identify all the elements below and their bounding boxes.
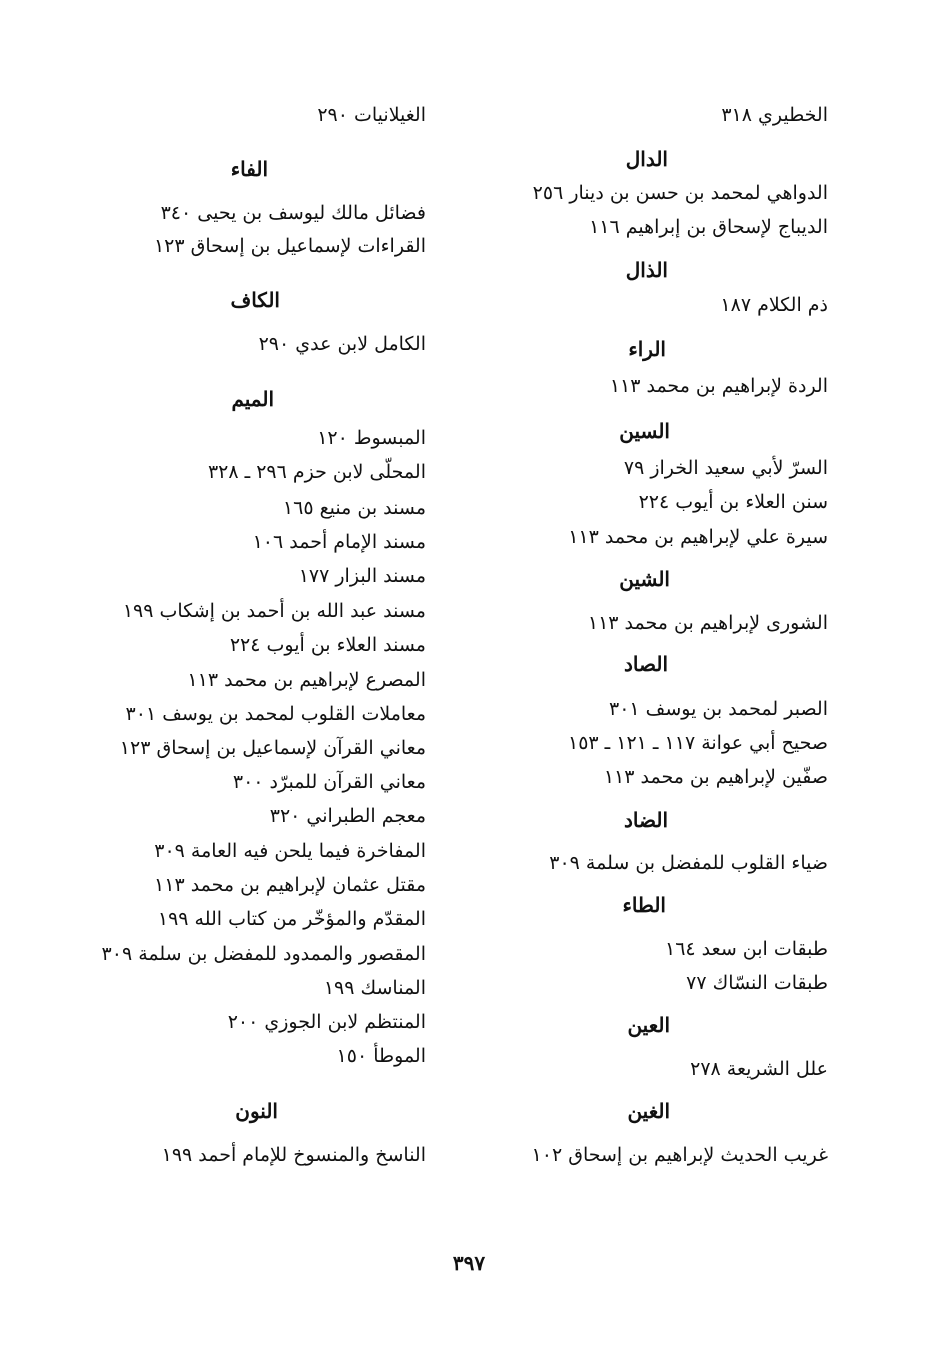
index-entry: القراءات لإسماعيل بن إسحاق ١٢٣ [153,235,426,257]
section-heading-dal: الدال [625,147,668,171]
page-number: ٣٩٧ [452,1251,486,1275]
entry-ghaylaniyat: الغيلانيات ٢٩٠ [317,104,426,126]
index-entry: علل الشريعة ٢٧٨ [690,1058,828,1080]
index-entry: معاني القرآن لإسماعيل بن إسحاق ١٢٣ [119,737,426,759]
index-entry: الناسخ والمنسوخ للإمام أحمد ١٩٩ [161,1144,426,1166]
index-entry: الشورى لإبراهيم بن محمد ١١٣ [587,612,828,634]
index-entry: المحلّى لابن حزم ٢٩٦ ـ ٣٢٨ [207,461,426,483]
index-entry: مسند الإمام أحمد ١٠٦ [252,531,426,553]
section-heading-ayn: العين [627,1013,670,1037]
index-entry: غريب الحديث لإبراهيم بن إسحاق ١٠٢ [531,1144,828,1166]
section-heading-ta: الطاء [622,893,666,917]
index-entry: الدواهي لمحمد بن حسن بن دينار ٢٥٦ [532,182,828,204]
section-heading-ra: الراء [628,337,666,361]
index-entry: ذم الكلام ١٨٧ [720,294,828,316]
index-entry: سيرة علي لإبراهيم بن محمد ١١٣ [568,526,828,548]
index-entry: صحيح أبي عوانة ١١٧ ـ ١٢١ ـ ١٥٣ [567,732,828,754]
index-entry: معاملات القلوب لمحمد بن يوسف ٣٠١ [125,703,426,725]
index-entry: فضائل مالك ليوسف بن يحيى ٣٤٠ [160,202,426,224]
index-entry: المنتظم لابن الجوزي ٢٠٠ [227,1011,426,1033]
section-heading-shin: الشين [619,567,670,591]
index-entry: طبقات ابن سعد ١٦٤ [665,938,828,960]
index-entry: الموطأ ١٥٠ [336,1045,426,1067]
index-entry: سنن العلاء بن أيوب ٢٢٤ [638,491,828,513]
index-entry: طبقات النسّاك ٧٧ [686,972,828,994]
section-heading-nun: النون [235,1099,278,1123]
section-heading-dad: الضاد [624,808,668,832]
section-heading-sin: السين [619,419,670,443]
index-entry: الكامل لابن عدي ٢٩٠ [258,333,426,355]
index-entry: مسند البزار ١٧٧ [298,565,426,587]
index-entry: مسند عبد الله بن أحمد بن إشكاب ١٩٩ [122,600,426,622]
section-heading-ghayn: الغين [627,1099,670,1123]
index-entry: الديباج لإسحاق بن إبراهيم ١١٦ [589,216,828,238]
index-entry: مقتل عثمان لإبراهيم بن محمد ١١٣ [154,874,426,896]
index-entry: الردة لإبراهيم بن محمد ١١٣ [609,375,828,397]
index-entry: المبسوط ١٢٠ [317,427,426,449]
index-entry: المفاخرة فيما يلحن فيه العامة ٣٠٩ [154,840,426,862]
index-entry: ضياء القلوب للمفضل بن سلمة ٣٠٩ [549,852,828,874]
index-entry: مسند العلاء بن أيوب ٢٢٤ [229,634,426,656]
index-entry: المصرع لإبراهيم بن محمد ١١٣ [187,669,426,691]
index-entry: صفّين لإبراهيم بن محمد ١١٣ [603,766,828,788]
section-heading-fa: الفاء [230,157,268,181]
index-entry: معجم الطبراني ٣٢٠ [269,805,426,827]
index-entry: السرّ لأبي سعيد الخراز ٧٩ [623,457,828,479]
index-entry: الصبر لمحمد بن يوسف ٣٠١ [609,698,828,720]
section-heading-sad: الصاد [624,652,668,676]
entry-khatiri: الخطيري ٣١٨ [721,104,828,126]
section-heading-dhal: الذال [625,258,668,282]
index-entry: المقدّم والمؤخّر من كتاب الله ١٩٩ [157,908,426,930]
section-heading-mim: الميم [231,387,274,411]
section-heading-kaf: الكاف [230,288,280,312]
index-entry: معاني القرآن للمبرّد ٣٠٠ [232,771,426,793]
index-entry: المناسك ١٩٩ [323,977,426,999]
index-entry: مسند بن منيع ١٦٥ [282,497,426,519]
index-entry: المقصور والممدود للمفضل بن سلمة ٣٠٩ [101,943,426,965]
